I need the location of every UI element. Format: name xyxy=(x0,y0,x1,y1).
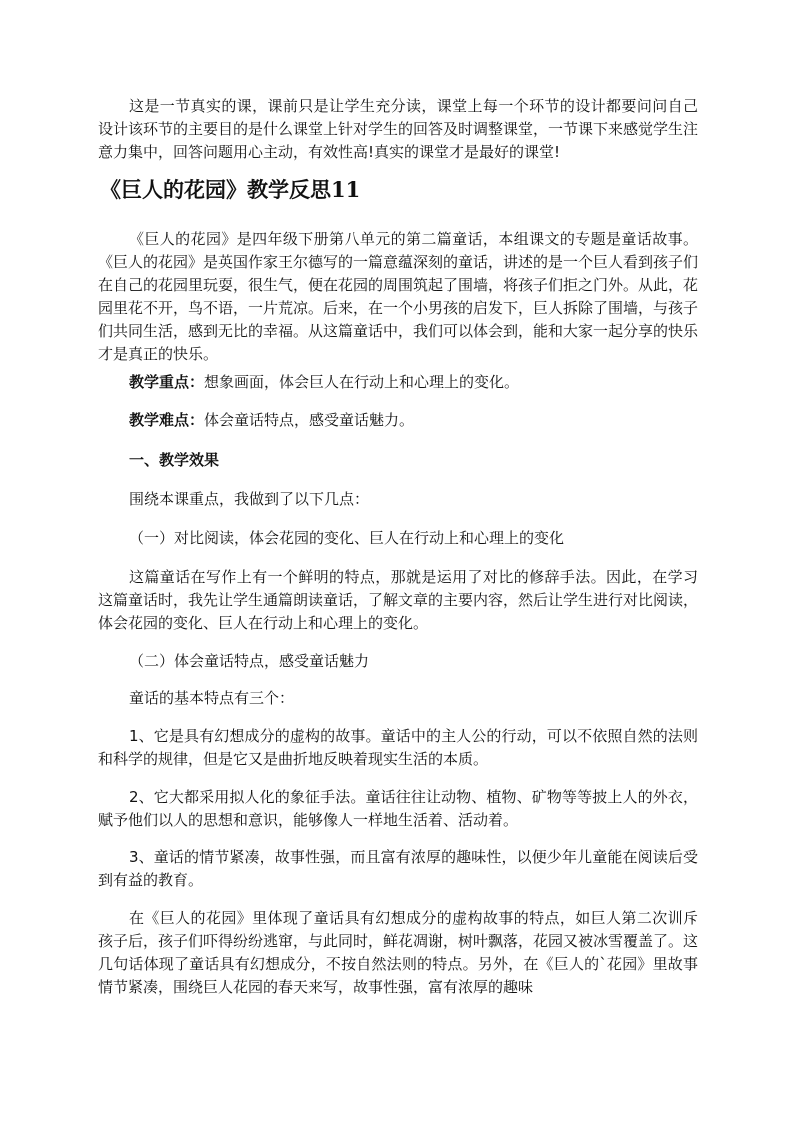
key-point-label: 教学重点： xyxy=(129,373,205,391)
intro-paragraph: 这是一节真实的课，课前只是让学生充分读，课堂上每一个环节的设计都要问问自己设计该环节的主要目的是什么课堂上针对学生的回答及时调整课堂，一节课下来感觉学生注意力集中，回答问题用心主动，有效性高!真实的课堂才是最好的课堂! xyxy=(98,97,699,161)
section-title: 《巨人的花园》教学反思11 xyxy=(100,177,361,202)
difficult-point-label: 教学难点： xyxy=(129,411,205,429)
section-one-heading: 一、教学效果 xyxy=(129,451,220,469)
feature-2: 2、它大都采用拟人化的象征手法。童话往往让动物、植物、矿物等等披上人的外衣，赋予他们以人的思想和意识，能够像人一样地生活着、活动着。 xyxy=(98,788,698,829)
contrast-paragraph: 这篇童话在写作上有一个鲜明的特点，那就是运用了对比的修辞手法。因此，在学习这篇童话时，我先让学生通篇朗读童话，了解文章的主要内容，然后让学生进行对比阅读，体会花园的变化、巨人在行动上和心理上的变化。 xyxy=(98,568,699,632)
feature-3: 3、童话的情节紧凑，故事性强，而且富有浓厚的趣味性，以便少年儿童能在阅读后受到有益的教育。 xyxy=(98,848,698,889)
features-intro: 童话的基本特点有三个： xyxy=(129,689,295,707)
key-point-text: 想象画面，体会巨人在行动上和心理上的变化。 xyxy=(204,373,520,391)
around-points: 围绕本课重点，我做到了以下几点： xyxy=(129,490,370,508)
subsection-one: （一）对比阅读，体会花园的变化、巨人在行动上和心理上的变化 xyxy=(129,529,565,547)
closing-paragraph: 在《巨人的花园》里体现了童话具有幻想成分的虚构故事的特点，如巨人第二次训斥孩子后，孩子们吓得纷纷逃窜，与此同时，鲜花凋谢，树叶飘落，花园又被冰雪覆盖了。这几句话体现了童话具有幻想成分，不按自然法则的特点。另外，在《巨人的`花园》里故事情节紧凑，围绕巨人花园的春天来写，故事性强，富有浓厚的趣味 xyxy=(98,909,699,996)
difficult-point xyxy=(129,409,414,432)
key-point xyxy=(129,371,519,394)
subsection-two: （二）体会童话特点，感受童话魅力 xyxy=(129,652,370,670)
difficult-point-text: 体会童话特点，感受童话魅力。 xyxy=(204,411,415,429)
overview-paragraph: 《巨人的花园》是四年级下册第八单元的第二篇童话，本组课文的专题是童话故事。《巨人的花园》是英国作家王尔德写的一篇意蕴深刻的童话，讲述的是一个巨人看到孩子们在自己的花园里玩耍，很生气，便在花园的周围筑起了围墙，将孩子们拒之门外。从此，花园里花不开，鸟不语，一片荒凉。后来，在一个小男孩的启发下，巨人拆除了围墙，与孩子们共同生活，感到无比的幸福。从这篇童话中，我们可以体会到，能和大家一起分享的快乐才是真正的快乐。 xyxy=(98,230,699,363)
feature-1: 1、它是具有幻想成分的虚构的故事。童话中的主人公的行动，可以不依照自然的法则和科学的规律，但是它又是曲折地反映着现实生活的本质。 xyxy=(98,727,698,768)
